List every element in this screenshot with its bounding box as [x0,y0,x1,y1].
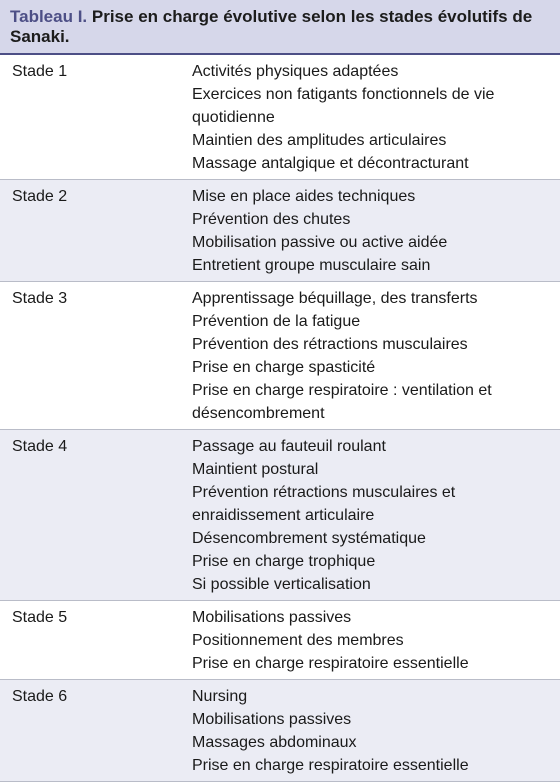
stage-label: Stade 4 [12,438,68,455]
stage-items [192,185,527,277]
list-item: Maintient postural [192,461,319,478]
list-item: Apprentissage béquillage, des transferts [192,290,478,307]
table-row [0,55,560,180]
list-item: Prévention des rétractions musculaires [192,336,468,353]
list-item: Mobilisation passive ou active aidée [192,234,448,251]
list-item: Désencombrement systématique [192,530,426,547]
stage-label: Stade 3 [12,290,68,307]
list-item: Massage antalgique et décontracturant [192,155,469,172]
table-row [0,430,560,601]
list-item: Entretient groupe musculaire sain [192,257,431,274]
list-item: Mobilisations passives [192,711,352,728]
table-row [0,282,560,430]
stage-label: Stade 6 [12,688,68,705]
stage-items [192,287,527,425]
list-item: Maintien des amplitudes articulaires [192,132,447,149]
stage-items [192,606,527,675]
list-item: Prévention de la fatigue [192,313,361,330]
stage-label: Stade 5 [12,609,68,626]
stage-label: Stade 2 [12,188,68,205]
list-item: Si possible verticalisation [192,576,371,593]
list-item: Massages abdominaux [192,734,357,751]
table-caption-text: Prise en charge évolutive selon les stades évolutifs de Sanaki. [10,7,533,46]
list-item: Prise en charge spasticité [192,359,376,376]
stage-items [192,435,527,596]
stage-label: Stade 1 [12,63,68,80]
list-item: Prévention des chutes [192,211,351,228]
list-item: Prévention rétractions musculaires et enraidissement articulaire [192,484,456,524]
list-item: Passage au fauteuil roulant [192,438,386,455]
stage-items [192,60,527,175]
list-item: Prise en charge respiratoire essentielle [192,655,469,672]
list-item: Activités physiques adaptées [192,63,399,80]
list-item: Nursing [192,688,248,705]
table-row [0,180,560,282]
table-row [0,680,560,782]
list-item: Prise en charge trophique [192,553,376,570]
list-item: Mise en place aides techniques [192,188,416,205]
table-caption [0,0,560,55]
list-item: Mobilisations passives [192,609,352,626]
stages-table [0,55,560,782]
list-item: Prise en charge respiratoire : ventilation et désencombrement [192,382,492,422]
stage-items [192,685,527,777]
table-caption-label: Tableau I. [10,7,88,26]
table-row [0,601,560,680]
list-item: Positionnement des membres [192,632,404,649]
list-item: Exercices non fatigants fonctionnels de vie quotidienne [192,86,495,126]
list-item: Prise en charge respiratoire essentielle [192,757,469,774]
